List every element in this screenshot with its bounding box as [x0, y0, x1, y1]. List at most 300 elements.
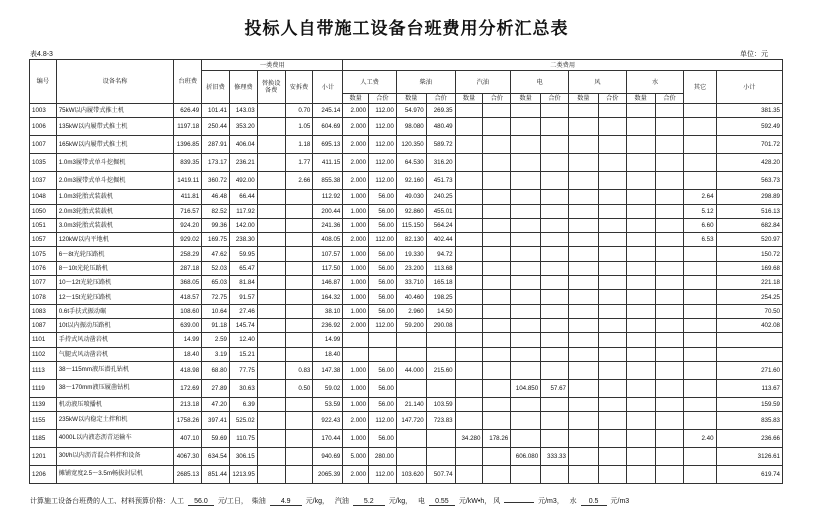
cell-aq: [626, 276, 655, 290]
cell-inst: [285, 430, 313, 448]
cell-sub2: 520.97: [716, 233, 782, 247]
table-row: [30, 276, 783, 290]
cell-dp: 94.72: [426, 247, 455, 261]
cell-lp: 112.00: [369, 118, 397, 136]
header-labor: 人工费: [343, 71, 396, 94]
header-price: 合价: [541, 94, 569, 104]
cell-name: 摊铺宽度2.5～3.5m畅拔封层机: [56, 466, 174, 484]
cell-gq: [455, 448, 483, 466]
cell-dq: 33.710: [396, 276, 426, 290]
cell-gq: [455, 412, 483, 430]
cell-dp: 240.25: [426, 190, 455, 204]
cell-wq: [568, 379, 598, 397]
cell-dq: [396, 333, 426, 347]
cell-wq: [568, 347, 598, 361]
cell-code: 1078: [30, 290, 57, 304]
cell-ep: [541, 136, 569, 154]
cell-ap: [655, 412, 684, 430]
cell-sub2: 682.84: [716, 218, 782, 232]
cell-rep: 143.03: [229, 104, 257, 118]
cell-gp: [483, 304, 511, 318]
gas-price-value: 5.2: [353, 498, 385, 506]
header-qty: 数量: [568, 94, 598, 104]
cell-eq: [511, 118, 541, 136]
cell-oth: [684, 333, 716, 347]
cell-dq: 44.000: [396, 361, 426, 379]
cell-ep: [541, 190, 569, 204]
cell-gp: [483, 379, 511, 397]
header-price: 合价: [483, 94, 511, 104]
header-diesel: 柴油: [396, 71, 455, 94]
cell-inst: [285, 218, 313, 232]
header-cat2: 二类费用: [343, 60, 783, 71]
cell-sub2: 150.72: [716, 247, 782, 261]
cell-sub2: 113.67: [716, 379, 782, 397]
cell-rep: 77.75: [229, 361, 257, 379]
cell-name: 165kW以内履带式推土机: [56, 136, 174, 154]
cell-fee: 14.99: [174, 333, 202, 347]
cell-fee: 1758.26: [174, 412, 202, 430]
cell-wp: [598, 333, 626, 347]
cell-eq: [511, 247, 541, 261]
cell-dep: 3.19: [202, 347, 230, 361]
cell-oth: [684, 261, 716, 275]
cell-oth: [684, 361, 716, 379]
cell-name: 30t/h以内沥青混合料拌和设备: [56, 448, 174, 466]
footer-prices: [30, 496, 629, 506]
cell-code: 1102: [30, 347, 57, 361]
cell-gp: [483, 136, 511, 154]
cell-gq: [455, 218, 483, 232]
cell-inst: 0.50: [285, 379, 313, 397]
cell-repl: [257, 430, 285, 448]
header-depreciation: 折旧费: [202, 71, 230, 104]
cell-dep: 2.59: [202, 333, 230, 347]
cell-eq: 104.850: [511, 379, 541, 397]
cell-wq: [568, 304, 598, 318]
cell-gp: [483, 397, 511, 411]
cell-wp: [598, 379, 626, 397]
cell-aq: [626, 333, 655, 347]
cell-code: 1087: [30, 318, 57, 332]
cell-dep: 250.44: [202, 118, 230, 136]
cell-ap: [655, 318, 684, 332]
header-code: 编号: [30, 60, 57, 104]
cell-rep: 110.75: [229, 430, 257, 448]
cell-repl: [257, 290, 285, 304]
cell-inst: [285, 247, 313, 261]
cell-fee: 1419.11: [174, 172, 202, 190]
cell-ep: [541, 218, 569, 232]
cell-wq: [568, 318, 598, 332]
cell-inst: [285, 276, 313, 290]
cell-gp: [483, 247, 511, 261]
cell-repl: [257, 233, 285, 247]
cell-eq: [511, 318, 541, 332]
cell-wp: [598, 136, 626, 154]
cell-eq: [511, 361, 541, 379]
cell-lq: 1.000: [343, 261, 369, 275]
cell-sub2: 516.13: [716, 204, 782, 218]
table-row: [30, 379, 783, 397]
cell-dep: 851.44: [202, 466, 230, 484]
table-number: 表4.8-3: [30, 51, 53, 58]
cell-repl: [257, 104, 285, 118]
cell-name: 气腿式风动凿岩机: [56, 347, 174, 361]
cell-wq: [568, 276, 598, 290]
cell-fee: 839.35: [174, 154, 202, 172]
cell-code: 1119: [30, 379, 57, 397]
cell-dep: 47.20: [202, 397, 230, 411]
cell-sub1: 695.13: [313, 136, 343, 154]
cell-gq: [455, 466, 483, 484]
cell-dep: 52.03: [202, 261, 230, 275]
cell-fee: 108.60: [174, 304, 202, 318]
cell-inst: 2.66: [285, 172, 313, 190]
cell-dp: 198.25: [426, 290, 455, 304]
cell-fee: 2685.13: [174, 466, 202, 484]
table-row: [30, 247, 783, 261]
cell-lq: [343, 333, 369, 347]
cell-gq: [455, 204, 483, 218]
cell-ap: [655, 247, 684, 261]
cell-sub2: 159.59: [716, 397, 782, 411]
cell-ep: [541, 318, 569, 332]
cell-sub2: 701.72: [716, 136, 782, 154]
cell-eq: [511, 218, 541, 232]
cell-gq: [455, 318, 483, 332]
cell-sub1: 2065.39: [313, 466, 343, 484]
cell-oth: [684, 118, 716, 136]
cell-code: 1075: [30, 247, 57, 261]
cell-ap: [655, 190, 684, 204]
cell-ep: [541, 104, 569, 118]
cell-lq: 2.000: [343, 466, 369, 484]
cell-gq: [455, 379, 483, 397]
cell-rep: 145.74: [229, 318, 257, 332]
cell-code: 1006: [30, 118, 57, 136]
cell-dq: 115.150: [396, 218, 426, 232]
cell-rep: 66.44: [229, 190, 257, 204]
cell-oth: 2.40: [684, 430, 716, 448]
cell-name: 2.0m3履带式单斗挖掘机: [56, 172, 174, 190]
cell-gp: [483, 290, 511, 304]
cell-dp: 215.60: [426, 361, 455, 379]
cell-dq: 64.530: [396, 154, 426, 172]
cell-wp: [598, 154, 626, 172]
cell-repl: [257, 318, 285, 332]
cell-gq: [455, 361, 483, 379]
cell-dp: 14.50: [426, 304, 455, 318]
cell-oth: [684, 412, 716, 430]
cell-lq: 2.000: [343, 104, 369, 118]
table-row: [30, 190, 783, 204]
cell-code: 1083: [30, 304, 57, 318]
water-label: 水: [569, 498, 577, 505]
cell-ap: [655, 172, 684, 190]
cell-wp: [598, 318, 626, 332]
cell-lp: 56.00: [369, 204, 397, 218]
cell-name: 38～115mm液压潜孔钻机: [56, 361, 174, 379]
cell-oth: [684, 154, 716, 172]
cell-aq: [626, 347, 655, 361]
cell-fee: 4067.30: [174, 448, 202, 466]
header-water: 水: [626, 71, 684, 94]
cell-wp: [598, 218, 626, 232]
header-electricity: 电: [511, 71, 569, 94]
cell-ep: [541, 261, 569, 275]
cell-wq: [568, 136, 598, 154]
cell-lp: 56.00: [369, 379, 397, 397]
cell-oth: [684, 104, 716, 118]
cell-gp: [483, 104, 511, 118]
cell-rep: 406.04: [229, 136, 257, 154]
cell-sub1: 53.59: [313, 397, 343, 411]
cell-gp: 178.26: [483, 430, 511, 448]
cell-lp: 56.00: [369, 290, 397, 304]
cell-dep: 91.18: [202, 318, 230, 332]
cell-name: 2.0m3轮胎式装载机: [56, 204, 174, 218]
cell-dep: 169.75: [202, 233, 230, 247]
cell-gp: [483, 261, 511, 275]
table-row: [30, 333, 783, 347]
cell-rep: 353.20: [229, 118, 257, 136]
cell-ap: [655, 118, 684, 136]
cell-wq: [568, 218, 598, 232]
cell-dp: 455.01: [426, 204, 455, 218]
table-row: [30, 204, 783, 218]
header-other: 其它: [684, 71, 716, 104]
cell-lq: 2.000: [343, 172, 369, 190]
cell-inst: 1.77: [285, 154, 313, 172]
cell-fee: 411.81: [174, 190, 202, 204]
diesel-price-value: 4.9: [270, 498, 302, 506]
cell-repl: [257, 397, 285, 411]
cell-eq: [511, 412, 541, 430]
water-price-value: 0.5: [581, 498, 607, 506]
table-row: [30, 466, 783, 484]
cell-name: 235kW以内稳定土拌和机: [56, 412, 174, 430]
cell-aq: [626, 136, 655, 154]
cell-ep: [541, 204, 569, 218]
cell-dq: 23.200: [396, 261, 426, 275]
cell-dp: 589.72: [426, 136, 455, 154]
cell-rep: 30.63: [229, 379, 257, 397]
cell-repl: [257, 276, 285, 290]
cell-code: 1155: [30, 412, 57, 430]
cell-sub2: 254.25: [716, 290, 782, 304]
cell-dp: 269.35: [426, 104, 455, 118]
cell-eq: [511, 172, 541, 190]
cell-gp: [483, 448, 511, 466]
cell-dp: [426, 347, 455, 361]
header-price: 合价: [426, 94, 455, 104]
diesel-unit: 元/kg，: [305, 498, 329, 505]
cell-wq: [568, 412, 598, 430]
cell-gp: [483, 412, 511, 430]
cell-ap: [655, 136, 684, 154]
cell-sub1: 170.44: [313, 430, 343, 448]
cell-lp: 56.00: [369, 397, 397, 411]
header-subtotal1: 小计: [313, 71, 343, 104]
cell-oth: [684, 276, 716, 290]
cell-dq: 120.350: [396, 136, 426, 154]
cell-name: 10～12t光轮压路机: [56, 276, 174, 290]
cell-dq: 92.860: [396, 204, 426, 218]
cell-rep: 59.95: [229, 247, 257, 261]
labor-unit: 元/工日，: [217, 498, 248, 505]
cell-ap: [655, 233, 684, 247]
cell-sub1: 922.43: [313, 412, 343, 430]
cell-wq: [568, 261, 598, 275]
cell-ap: [655, 347, 684, 361]
cell-ep: [541, 172, 569, 190]
cell-rep: 236.21: [229, 154, 257, 172]
cell-fee: 626.49: [174, 104, 202, 118]
cell-inst: [285, 397, 313, 411]
table-row: [30, 448, 783, 466]
cell-lq: [343, 347, 369, 361]
cell-inst: [285, 448, 313, 466]
table-row: [30, 218, 783, 232]
cell-ep: [541, 304, 569, 318]
cell-dep: 10.64: [202, 304, 230, 318]
cell-lq: 1.000: [343, 204, 369, 218]
cell-fee: 18.40: [174, 347, 202, 361]
cell-wp: [598, 361, 626, 379]
cell-gq: [455, 347, 483, 361]
cell-sub1: 14.99: [313, 333, 343, 347]
cell-oth: 2.64: [684, 190, 716, 204]
cell-wq: [568, 247, 598, 261]
cell-code: 1206: [30, 466, 57, 484]
cell-fee: 924.20: [174, 218, 202, 232]
cell-dp: [426, 379, 455, 397]
cell-wp: [598, 276, 626, 290]
table-row: [30, 304, 783, 318]
cell-dep: 287.91: [202, 136, 230, 154]
cell-wq: [568, 361, 598, 379]
table-row: [30, 361, 783, 379]
cell-wq: [568, 290, 598, 304]
cell-gp: [483, 318, 511, 332]
cell-rep: 306.15: [229, 448, 257, 466]
cell-lp: 112.00: [369, 104, 397, 118]
cell-gq: [455, 333, 483, 347]
cell-gp: [483, 233, 511, 247]
cell-wp: [598, 172, 626, 190]
cell-eq: [511, 276, 541, 290]
cell-sub1: 164.32: [313, 290, 343, 304]
cell-dp: 723.83: [426, 412, 455, 430]
cell-gq: [455, 190, 483, 204]
cell-name: 0.6t手扶式振动碾: [56, 304, 174, 318]
cell-ep: [541, 333, 569, 347]
cell-wp: [598, 204, 626, 218]
table-row: [30, 318, 783, 332]
cell-code: 1050: [30, 204, 57, 218]
cell-repl: [257, 261, 285, 275]
cell-repl: [257, 361, 285, 379]
cell-wp: [598, 412, 626, 430]
cell-rep: 12.40: [229, 333, 257, 347]
cell-sub1: 38.10: [313, 304, 343, 318]
cell-sub1: 117.50: [313, 261, 343, 275]
cell-eq: [511, 333, 541, 347]
cell-ep: [541, 276, 569, 290]
cell-dq: 19.330: [396, 247, 426, 261]
cell-inst: 0.70: [285, 104, 313, 118]
cost-table: [29, 59, 783, 484]
cell-eq: [511, 104, 541, 118]
cell-oth: [684, 379, 716, 397]
cell-ap: [655, 104, 684, 118]
cell-repl: [257, 379, 285, 397]
cell-wp: [598, 247, 626, 261]
cell-sub1: 112.92: [313, 190, 343, 204]
cell-dq: [396, 448, 426, 466]
cell-ap: [655, 276, 684, 290]
cell-oth: [684, 448, 716, 466]
cell-rep: 1213.95: [229, 466, 257, 484]
cell-name: 135kW以内履带式推土机: [56, 118, 174, 136]
cell-sub2: 271.60: [716, 361, 782, 379]
cell-lq: 1.000: [343, 290, 369, 304]
cell-rep: 91.57: [229, 290, 257, 304]
cell-gp: [483, 190, 511, 204]
cell-dp: 480.49: [426, 118, 455, 136]
cell-oth: 5.12: [684, 204, 716, 218]
cell-gp: [483, 347, 511, 361]
cell-oth: [684, 397, 716, 411]
cell-dq: 49.030: [396, 190, 426, 204]
cell-repl: [257, 218, 285, 232]
cell-oth: [684, 347, 716, 361]
cell-dq: 82.130: [396, 233, 426, 247]
cell-rep: 238.30: [229, 233, 257, 247]
cell-inst: [285, 190, 313, 204]
cell-code: 1007: [30, 136, 57, 154]
cell-gp: [483, 466, 511, 484]
cell-wp: [598, 190, 626, 204]
cell-aq: [626, 466, 655, 484]
cell-dp: [426, 430, 455, 448]
cell-sub2: 236.66: [716, 430, 782, 448]
header-repair: 修理费: [229, 71, 257, 104]
cell-wp: [598, 430, 626, 448]
cell-inst: [285, 466, 313, 484]
table-row: [30, 233, 783, 247]
cell-sub1: 855.38: [313, 172, 343, 190]
cell-eq: [511, 204, 541, 218]
cell-dep: 46.48: [202, 190, 230, 204]
cell-fee: 368.05: [174, 276, 202, 290]
cell-dp: 507.74: [426, 466, 455, 484]
cell-eq: [511, 466, 541, 484]
cell-gq: [455, 247, 483, 261]
cell-wp: [598, 347, 626, 361]
gas-label: 汽油: [334, 498, 349, 505]
cell-ap: [655, 448, 684, 466]
cell-eq: [511, 397, 541, 411]
cell-ep: [541, 466, 569, 484]
cell-dp: 103.59: [426, 397, 455, 411]
header-qty: 数量: [455, 94, 483, 104]
cell-aq: [626, 318, 655, 332]
table-row: [30, 261, 783, 275]
cell-name: 机动液压喷播机: [56, 397, 174, 411]
cell-aq: [626, 190, 655, 204]
